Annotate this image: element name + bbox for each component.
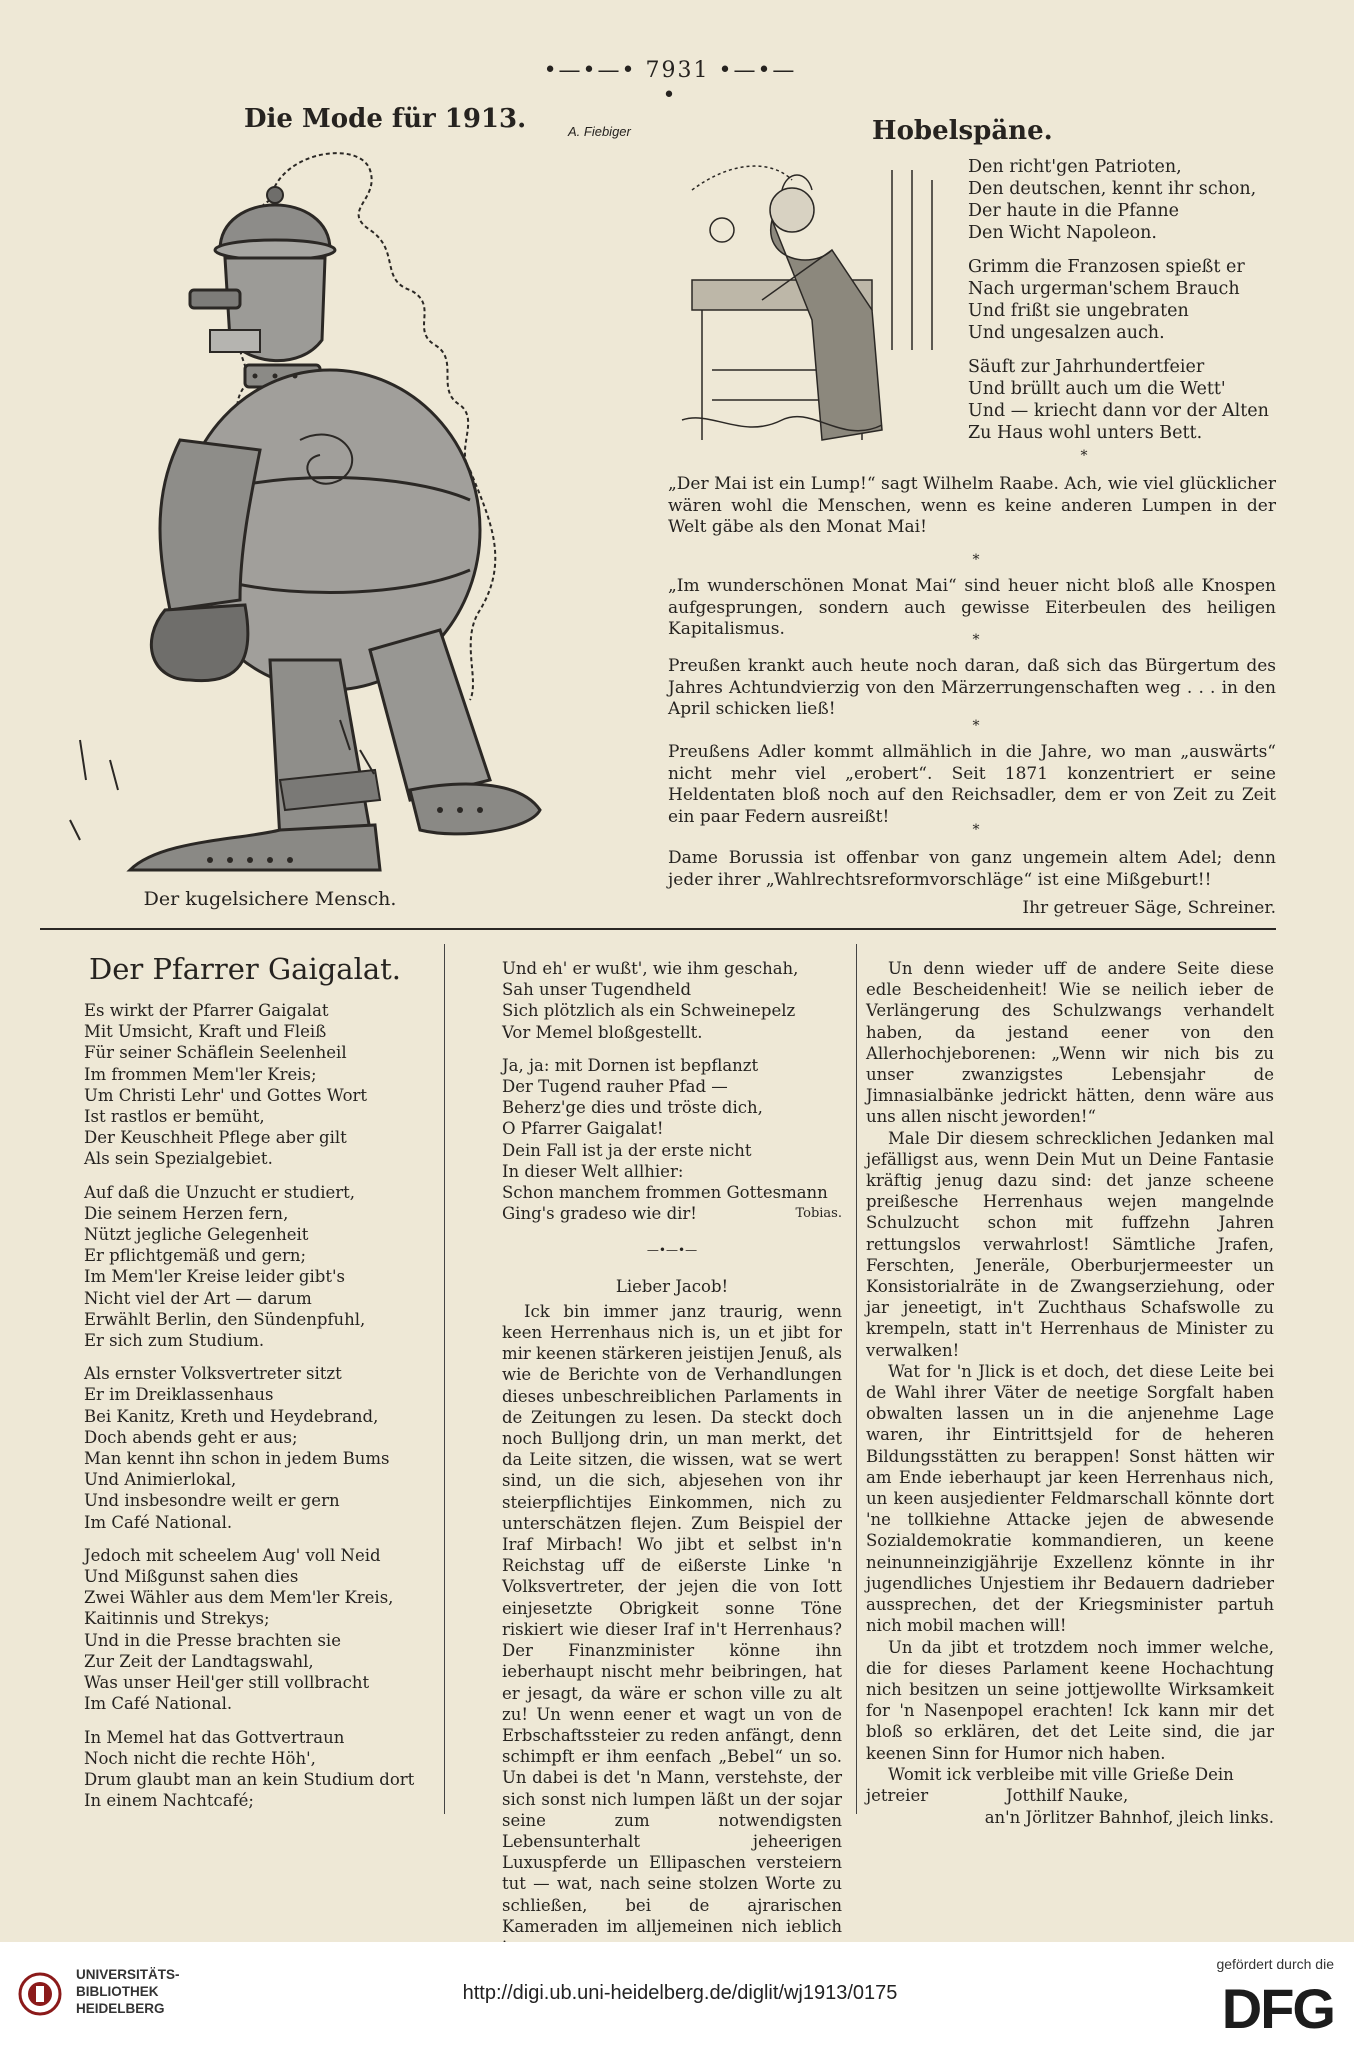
poem-line: Zu Haus wohl unters Bett. bbox=[968, 423, 1203, 443]
poem-line-text: Ging's gradeso wie dir! bbox=[502, 1204, 697, 1224]
poem-line: Der Keuschheit Pflege aber gilt bbox=[84, 1128, 347, 1148]
section-rule bbox=[40, 928, 1276, 930]
poem-line: Ja, ja: mit Dornen ist bepflanzt bbox=[502, 1055, 759, 1075]
poem-line: Im frommen Mem'ler Kreis; bbox=[84, 1064, 317, 1084]
separator-star: * bbox=[972, 552, 980, 568]
poem-line: Drum glaubt man an kein Studium dort bbox=[84, 1769, 415, 1789]
poem-line: Auf daß die Unzucht er studiert, bbox=[84, 1182, 355, 1202]
library-name-line: HEIDELBERG bbox=[76, 2001, 165, 2016]
ornament-divider: —•—•— bbox=[646, 1243, 698, 1258]
poem-line: Als ernster Volksvertreter sitzt bbox=[84, 1364, 342, 1384]
poem-stanza bbox=[502, 1055, 842, 1225]
letter-paragraph: Male Dir diesem schrecklichen Jedanken mal jefälligst aus, wenn Dein Mut un Deine Fantasie kräftig jenug dazu sind: det janze scheene preißesche Herrenhaus wejen mangelnde Schulzucht schon mit fuffzehn Jahren rettungslos verwahrlost! Sämtliche Jrafen, Ferschten, Jeneräle, Oberburjermeester un Konsistorialräte in de Zwangserziehung, oder jar jeneetigt, in't Zuchthaus Schafswolle zu krempeln, statt in't Herrenhaus de Minister zu verwalken! bbox=[866, 1128, 1274, 1360]
poem-stanza bbox=[84, 1000, 434, 1170]
university-seal-icon bbox=[18, 1972, 62, 2016]
poem-line: Im Café National. bbox=[84, 1512, 233, 1532]
poem-line: Erwählt Berlin, den Sündenpfuhl, bbox=[84, 1309, 366, 1329]
separator-star: * bbox=[972, 632, 980, 648]
column-rule bbox=[444, 944, 445, 1814]
hobelspaene-poem bbox=[968, 156, 1269, 456]
poem-line: Zwei Wähler aus dem Mem'ler Kreis, bbox=[84, 1588, 394, 1608]
column-rule bbox=[856, 944, 857, 1814]
poem-line: Er im Dreiklassenhaus bbox=[84, 1385, 274, 1405]
poem-line: Und brüllt auch um die Wett' bbox=[968, 379, 1226, 399]
aphorism-paragraph: Preußen krankt auch heute noch daran, daß sich das Bürgertum des Jahres Achtundvierzig von den Märzerrungenschaften weg . . . in den April schicken ließ! bbox=[668, 656, 1276, 719]
poem-line: Kaitinnis und Strekys; bbox=[84, 1609, 270, 1629]
poem-line: Und in die Presse brachten sie bbox=[84, 1630, 341, 1650]
aphorism-paragraph: „Im wunderschönen Monat Mai“ sind heuer nicht bloß alle Knospen aufgesprungen, sondern auch gewisse Eiterbeulen des heiligen Kapitalismus. bbox=[668, 576, 1276, 639]
dfg-logo[interactable]: DFG bbox=[1221, 1977, 1334, 2040]
page-number: •—•—• 7931 •—•—• bbox=[543, 58, 797, 108]
poem-line: Den deutschen, kennt ihr schon, bbox=[968, 179, 1257, 199]
library-name-line: BIBLIOTHEK bbox=[76, 1984, 159, 1999]
poem-line: Nicht viel der Art — darum bbox=[84, 1288, 312, 1308]
cartoon-title: Die Mode für 1913. bbox=[244, 104, 527, 134]
poem-line: Doch abends geht er aus; bbox=[84, 1427, 298, 1447]
poem-line: Es wirkt der Pfarrer Gaigalat bbox=[84, 1001, 329, 1020]
poem-stanza bbox=[502, 958, 842, 1043]
poem-line: Man kennt ihn schon in jedem Bums bbox=[84, 1449, 390, 1469]
carpenter-illustration bbox=[672, 150, 952, 460]
cartoon-caption: Der kugelsichere Mensch. bbox=[143, 888, 397, 910]
poem-stanza bbox=[84, 1727, 434, 1812]
poem-line: Im Mem'ler Kreise leider gibt's bbox=[84, 1267, 345, 1287]
aphorism-paragraph: Preußens Adler kommt allmählich in die Jahre, wo man „auswärts“ nicht mehr viel „erobert“. Seit 1871 konzentriert er seine Heldentaten bloß noch auf den Reichsadler, dem er von Zeit zu Zeit ein paar Federn ausreißt! bbox=[668, 742, 1276, 827]
poem-line bbox=[502, 1203, 842, 1224]
poem-line: O Pfarrer Gaigalat! bbox=[502, 1119, 664, 1139]
poem-stanza bbox=[84, 1545, 434, 1715]
poem-line: Sah unser Tugendheld bbox=[502, 980, 692, 1000]
letter-paragraph: Un da jibt et trotzdem noch immer welche, die for dieses Parlament keene Hochachtung nich besitzen un seine jottjewollte Wirksamkeit for 'n Nasenpopel erachten! Ick kann mir det bloß so erklären, det det Leite sind, die jar keenen Sinn for Humor nich haben. bbox=[866, 1637, 1274, 1763]
letter-salutation: Lieber Jacob! bbox=[615, 1276, 729, 1296]
poem-line: Den richt'gen Patrioten, bbox=[968, 157, 1182, 177]
artist-credit: A. Fiebiger bbox=[568, 124, 631, 139]
footer-bar bbox=[0, 1942, 1354, 2046]
letter-paragraph: Ick bin immer janz traurig, wenn keen Herrenhaus nich is, un et jibt for mir keenen stärkeren jeistijen Jenuß, als wie de Berichte von de Verhandlungen dieses unbeschreiblichen Parlaments in de Zeitungen zu lesen. Da steckt doch noch Bulljong drin, un man merkt, det da Leite sitzen, die wissen, wat se wert sind, un die sich, abjesehen von ihr steierpflichtijes Einkommen, nich zu unterschätzen flejen. Zum Beispiel der Iraf Mirbach! Wo jibt et selbst in'n Reichstag uff de eißerste Linke 'n Volksvertreter, der jejen die von Iott einjesetzte Obrigkeit sonne Töne riskiert wie dieser Iraf in't Herrenhaus? Der Finanzminister könne ihn ieberhaupt nischt mehr beibringen, hat er jesagt, da wäre er schon ville zu alt zu! Un wenn eener et wagt un von de Erbschaftssteier zu reden anfängt, denn schimpft er ihm eenfach „Bebel“ un so. Un dabei is det 'n Mann, verstehste, der sich sonst nich lumpen läßt un der sojar seine zum notwendigsten Lebensunterhalt jeheerigen Luxuspferde un Ellipaschen versteiern tut — wat, nach seine stolzen Worte zu schließen, bei de ajrarischen Kameraden im alljemeinen nich ieblich bbox=[502, 1301, 842, 1936]
letter-paragraph: Un denn wieder uff de andere Seite diese edle Bescheidenheit! Wie se neilich ieber de Verlängerung des Schulzwangs verhandelt haben, da jestand eener von den Allerhochjeborenen: „Wenn wir nich bis zu unser zwanzigstes Lebensjahr de Jimnasialbänke jedrickt hätten, denn wäre aus uns allen nischt jeworden!“ bbox=[866, 959, 1274, 1127]
poem-line: Und Animierlokal, bbox=[84, 1470, 237, 1490]
poem-line: Ist rastlos er bemüht, bbox=[84, 1107, 265, 1127]
poem-line: Vor Memel bloßgestellt. bbox=[502, 1022, 703, 1042]
poem-line: In Memel hat das Gottvertraun bbox=[84, 1727, 345, 1747]
poem-line: Säuft zur Jahrhundertfeier bbox=[968, 357, 1205, 377]
poem-line: Den Wicht Napoleon. bbox=[968, 223, 1157, 243]
armored-man-illustration bbox=[40, 140, 660, 880]
letter-signature-address: an'n Jörlitzer Bahnhof, jleich links. bbox=[984, 1807, 1274, 1827]
poem-stanza bbox=[968, 256, 1269, 344]
letter-paragraph: Womit ick verbleibe mit ville Grieße Dein bbox=[888, 1764, 1234, 1784]
library-name-line: UNIVERSITÄTS- bbox=[76, 1967, 180, 1982]
poem-stanza bbox=[84, 1363, 434, 1533]
poem-line: Jedoch mit scheelem Aug' voll Neid bbox=[84, 1545, 381, 1565]
poem-line: Bei Kanitz, Kreth und Heydebrand, bbox=[84, 1406, 379, 1426]
poem-line: Er sich zum Studium. bbox=[84, 1331, 265, 1351]
letter-paragraph: Wat for 'n Jlick is et doch, det diese Leite bei de Wahl ihrer Väter de neetige Sorgfalt haben obwalten lassen un in die anjenehme Lage waren, ihr Eintrittsjeld for de heheren Bildungsstätten zu berappen! Sonst hätten wir am Ende ieberhaupt jar keen Herrenhaus nich, un keen ausjedienter Feldmarschall könnte dort 'ne tollkiehne Attacke jejen de abwesende Sozialdemokratie kommandieren, un keene neinunneinzigjährije Exzellenz könnte in ihr jugendliches Unjestiem ihr Bedauern dadrieber aussprechen, det der Kriegsminister partuh nich mobil machen will! bbox=[866, 1361, 1274, 1636]
separator-star: * bbox=[972, 822, 980, 838]
poem-stanza bbox=[968, 156, 1269, 244]
poem-line: Der Tugend rauher Pfad — bbox=[502, 1077, 728, 1097]
poem-line: Als sein Spezialgebiet. bbox=[84, 1149, 273, 1169]
separator-star: * bbox=[972, 718, 980, 734]
letter-signature-name: Jotthilf Nauke, bbox=[1006, 1785, 1129, 1805]
poem-line: Und frißt sie ungebraten bbox=[968, 301, 1189, 321]
poem-line: Mit Umsicht, Kraft und Fleiß bbox=[84, 1022, 327, 1042]
poem-line: Nützt jegliche Gelegenheit bbox=[84, 1225, 309, 1245]
poem-line: Der haute in die Pfanne bbox=[968, 201, 1179, 221]
poem-author: Tobias. bbox=[795, 1206, 842, 1222]
poem-line: Noch nicht die rechte Höh', bbox=[84, 1748, 316, 1768]
aphorism-paragraph: Dame Borussia ist offenbar von ganz ungemein altem Adel; denn jeder ihrer „Wahlrechtsreformvorschläge“ ist eine Mißgeburt!! bbox=[668, 848, 1276, 890]
hobelspaene-title: Hobelspäne. bbox=[872, 116, 1053, 146]
funding-label: gefördert durch die bbox=[1216, 1956, 1334, 1972]
poem-line: Und insbesondre weilt er gern bbox=[84, 1491, 340, 1511]
poem-line: Er pflichtgemäß und gern; bbox=[84, 1246, 307, 1266]
poem-line: Und — kriecht dann vor der Alten bbox=[968, 401, 1269, 421]
poem-line: Und Mißgunst sahen dies bbox=[84, 1567, 299, 1587]
letter-col3 bbox=[866, 958, 1274, 1828]
poem-line: Was unser Heil'ger still vollbracht bbox=[84, 1673, 370, 1693]
poem-line: Und ungesalzen auch. bbox=[968, 323, 1165, 343]
poem-line: Und eh' er wußt', wie ihm geschah, bbox=[502, 959, 799, 978]
poem-line: Im Café National. bbox=[84, 1694, 233, 1714]
poem-line: Nach urgerman'schem Brauch bbox=[968, 279, 1240, 299]
pfarrer-poem-col2 bbox=[502, 958, 842, 1958]
poem-line: Die seinem Herzen fern, bbox=[84, 1203, 289, 1223]
poem-line: Zur Zeit der Landtagswahl, bbox=[84, 1651, 314, 1671]
poem-line: Schon manchem frommen Gottesmann bbox=[502, 1183, 828, 1203]
poem-line: Grimm die Franzosen spießt er bbox=[968, 257, 1245, 277]
hobelspaene-signature: Ihr getreuer Säge, Schreiner. bbox=[1022, 898, 1276, 918]
poem-line: Für seiner Schäflein Seelenheil bbox=[84, 1043, 347, 1063]
letter-closing-word: jetreier bbox=[866, 1785, 929, 1805]
letter-closing bbox=[866, 1785, 1274, 1807]
pfarrer-poem-col1 bbox=[84, 1000, 434, 1811]
separator-star: * bbox=[1080, 448, 1088, 464]
library-name[interactable] bbox=[76, 1966, 180, 2017]
poem-line: Sich plötzlich als ein Schweinepelz bbox=[502, 1001, 796, 1021]
poem-line: Dein Fall ist ja der erste nicht bbox=[502, 1140, 752, 1160]
poem-line: Um Christi Lehr' und Gottes Wort bbox=[84, 1085, 368, 1105]
poem-stanza bbox=[968, 356, 1269, 444]
poem-stanza bbox=[84, 1182, 434, 1352]
permalink-url[interactable]: http://digi.ub.uni-heidelberg.de/diglit/wj1913/0175 bbox=[462, 1982, 898, 2004]
poem-line: In dieser Welt allhier: bbox=[502, 1161, 684, 1181]
poem-line: In einem Nachtcafé; bbox=[84, 1791, 254, 1811]
pfarrer-title: Der Pfarrer Gaigalat. bbox=[88, 952, 402, 986]
poem-line: Beherz'ge dies und tröste dich, bbox=[502, 1098, 763, 1118]
aphorism-paragraph: „Der Mai ist ein Lump!“ sagt Wilhelm Raabe. Ach, wie viel glücklicher wären wohl die Menschen, wenn es keine anderen Lumpen in der Welt gäbe als den Monat Mai! bbox=[668, 474, 1276, 537]
